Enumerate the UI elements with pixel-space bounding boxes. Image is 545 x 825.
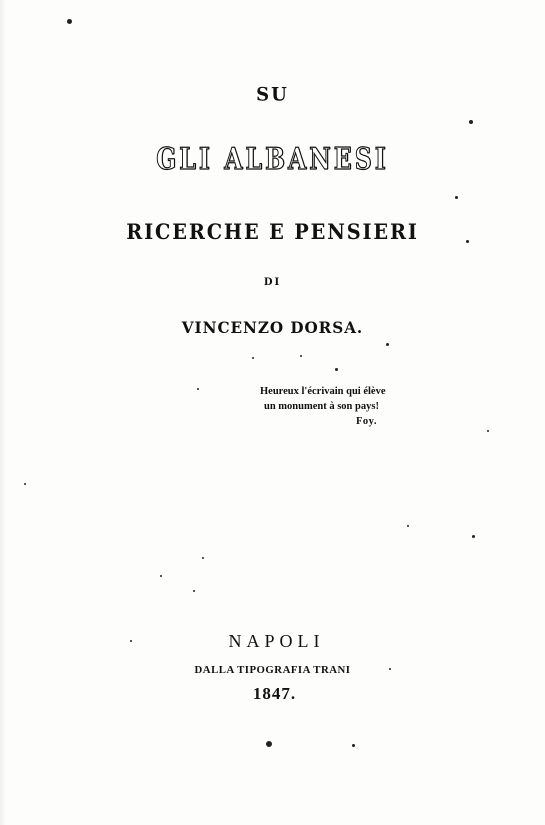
- scan-speck: [300, 355, 302, 357]
- imprint-year: 1847.: [252, 684, 297, 703]
- scan-speck: [67, 19, 72, 24]
- book-title: GLI ALBANESI: [156, 142, 389, 177]
- scan-speck: [469, 120, 473, 124]
- scan-speck: [386, 343, 389, 346]
- scan-speck: [472, 535, 475, 538]
- imprint-city: NAPOLI: [228, 631, 325, 651]
- scan-speck: [160, 575, 162, 577]
- book-subtitle: RICERCHE E PENSIERI: [126, 219, 419, 244]
- scan-speck: [487, 430, 489, 432]
- epigraph-attribution: Foy.: [356, 416, 377, 427]
- scan-speck: [455, 196, 458, 199]
- scan-speck: [193, 590, 195, 592]
- byline-di: DI: [263, 277, 282, 288]
- scan-speck: [252, 357, 254, 359]
- scan-speck: [24, 483, 26, 485]
- scan-speck: [389, 668, 391, 670]
- epigraph-line-1: Heureux l'écrivain qui élève: [260, 386, 386, 397]
- author-name: VINCENZO DORSA.: [181, 318, 364, 337]
- scan-speck: [407, 525, 409, 527]
- heading-su: SU: [256, 83, 289, 106]
- scan-speck: [352, 744, 355, 747]
- scan-speck: [466, 240, 469, 243]
- epigraph: [258, 384, 438, 429]
- scan-speck: [197, 388, 199, 390]
- imprint-printer: DALLA TIPOGRAFIA TRANI: [194, 664, 351, 676]
- scan-speck: [266, 741, 272, 747]
- scan-speck: [335, 368, 338, 371]
- epigraph-line-2: un monument à son pays!: [264, 401, 379, 412]
- scan-speck: [130, 640, 132, 642]
- scan-speck: [202, 557, 204, 559]
